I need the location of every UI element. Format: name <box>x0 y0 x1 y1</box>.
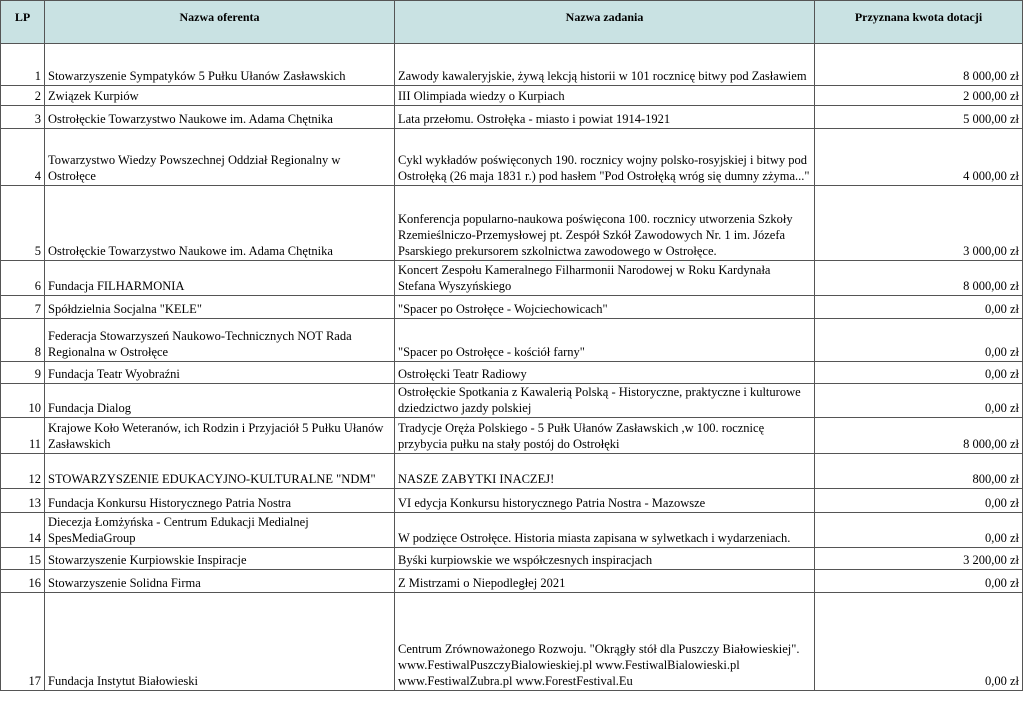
row-lp: 9 <box>1 362 45 384</box>
row-zadanie: "Spacer po Ostrołęce - kościół farny" <box>395 319 815 362</box>
table-row <box>1 384 1023 418</box>
row-lp: 2 <box>1 86 45 106</box>
row-zadanie: NASZE ZABYTKI INACZEJ! <box>395 454 815 489</box>
row-zadanie: Koncert Zespołu Kameralnego Filharmonii Narodowej w Roku Kardynała Stefana Wyszyńskiego <box>395 261 815 296</box>
row-kwota: 0,00 zł <box>815 593 1023 691</box>
row-lp: 13 <box>1 489 45 513</box>
table-row <box>1 186 1023 261</box>
row-kwota: 0,00 zł <box>815 362 1023 384</box>
row-zadanie: W podzięce Ostrołęce. Historia miasta zapisana w sylwetkach i wydarzeniach. <box>395 513 815 548</box>
table-row <box>1 129 1023 186</box>
row-zadanie: Konferencja popularno-naukowa poświęcona 100. rocznicy utworzenia Szkoły Rzemieślniczo-Przemysłowej pt. Zespół Szkół Zawodowych Nr. 1 im. Józefa Psarskiego prekursorem szkolnictwa zawodowego w Ostrołęce. <box>395 186 815 261</box>
table-row <box>1 362 1023 384</box>
row-zadanie: Byśki kurpiowskie we współczesnych inspiracjach <box>395 548 815 570</box>
row-oferent: Fundacja Dialog <box>45 384 395 418</box>
row-kwota: 3 000,00 zł <box>815 186 1023 261</box>
row-oferent: STOWARZYSZENIE EDUKACYJNO-KULTURALNE "NDM" <box>45 454 395 489</box>
header-lp: LP <box>1 1 45 44</box>
row-oferent: Spółdzielnia Socjalna "KELE" <box>45 296 395 319</box>
row-kwota: 0,00 zł <box>815 489 1023 513</box>
row-oferent: Diecezja Łomżyńska - Centrum Edukacji Medialnej SpesMediaGroup <box>45 513 395 548</box>
row-lp: 15 <box>1 548 45 570</box>
table-row <box>1 513 1023 548</box>
row-kwota: 0,00 zł <box>815 296 1023 319</box>
row-lp: 17 <box>1 593 45 691</box>
table-row <box>1 261 1023 296</box>
table-header <box>1 1 1023 44</box>
header-oferent: Nazwa oferenta <box>45 1 395 44</box>
row-lp: 7 <box>1 296 45 319</box>
row-zadanie: Zawody kawaleryjskie, żywą lekcją historii w 101 rocznicę bitwy pod Zasławiem <box>395 44 815 86</box>
row-lp: 11 <box>1 418 45 454</box>
row-zadanie: III Olimpiada wiedzy o Kurpiach <box>395 86 815 106</box>
row-oferent: Stowarzyszenie Solidna Firma <box>45 570 395 593</box>
row-kwota: 8 000,00 zł <box>815 261 1023 296</box>
row-kwota: 2 000,00 zł <box>815 86 1023 106</box>
row-oferent: Fundacja FILHARMONIA <box>45 261 395 296</box>
row-lp: 16 <box>1 570 45 593</box>
table-row <box>1 86 1023 106</box>
row-zadanie: Cykl wykładów poświęconych 190. rocznicy wojny polsko-rosyjskiej i bitwy pod Ostrołęką (26 maja 1831 r.) pod hasłem "Pod Ostrołęką wróg się dumny zżyma..." <box>395 129 815 186</box>
row-zadanie: Ostrołęckie Spotkania z Kawalerią Polską - Historyczne, praktyczne i kulturowe dziedzictwo jazdy polskiej <box>395 384 815 418</box>
row-zadanie: Tradycje Oręża Polskiego - 5 Pułk Ułanów Zasławskich ,w 100. rocznicę przybycia pułku na stały postój do Ostrołęki <box>395 418 815 454</box>
row-kwota: 0,00 zł <box>815 513 1023 548</box>
row-lp: 10 <box>1 384 45 418</box>
row-kwota: 8 000,00 zł <box>815 418 1023 454</box>
table-row <box>1 489 1023 513</box>
row-lp: 4 <box>1 129 45 186</box>
row-lp: 14 <box>1 513 45 548</box>
row-oferent: Stowarzyszenie Kurpiowskie Inspiracje <box>45 548 395 570</box>
row-lp: 8 <box>1 319 45 362</box>
row-oferent: Stowarzyszenie Sympatyków 5 Pułku Ułanów Zasławskich <box>45 44 395 86</box>
row-zadanie: Z Mistrzami o Niepodległej 2021 <box>395 570 815 593</box>
table-row <box>1 44 1023 86</box>
row-kwota: 8 000,00 zł <box>815 44 1023 86</box>
row-lp: 1 <box>1 44 45 86</box>
table-row <box>1 319 1023 362</box>
row-zadanie: Centrum Zrównoważonego Rozwoju. "Okrągły stół dla Puszczy Białowieskiej". www.FestiwalPuszczyBialowieskiej.pl www.FestiwalBialowieski.pl www.FestiwalZubra.pl www.ForestFestival.Eu <box>395 593 815 691</box>
table-row <box>1 454 1023 489</box>
row-zadanie: VI edycja Konkursu historycznego Patria Nostra - Mazowsze <box>395 489 815 513</box>
row-lp: 5 <box>1 186 45 261</box>
row-lp: 3 <box>1 106 45 129</box>
row-oferent: Ostrołęckie Towarzystwo Naukowe im. Adama Chętnika <box>45 106 395 129</box>
row-oferent: Fundacja Teatr Wyobraźni <box>45 362 395 384</box>
row-zadanie: Ostrołęcki Teatr Radiowy <box>395 362 815 384</box>
row-oferent: Fundacja Instytut Białowieski <box>45 593 395 691</box>
row-kwota: 800,00 zł <box>815 454 1023 489</box>
row-kwota: 3 200,00 zł <box>815 548 1023 570</box>
row-oferent: Związek Kurpiów <box>45 86 395 106</box>
row-oferent: Fundacja Konkursu Historycznego Patria Nostra <box>45 489 395 513</box>
row-oferent: Towarzystwo Wiedzy Powszechnej Oddział Regionalny w Ostrołęce <box>45 129 395 186</box>
table-row <box>1 106 1023 129</box>
table-row <box>1 296 1023 319</box>
header-row <box>1 1 1023 44</box>
row-kwota: 4 000,00 zł <box>815 129 1023 186</box>
row-kwota: 5 000,00 zł <box>815 106 1023 129</box>
header-zadanie: Nazwa zadania <box>395 1 815 44</box>
table-row <box>1 548 1023 570</box>
row-zadanie: "Spacer po Ostrołęce - Wojciechowicach" <box>395 296 815 319</box>
row-lp: 6 <box>1 261 45 296</box>
table-row <box>1 570 1023 593</box>
row-oferent: Ostrołęckie Towarzystwo Naukowe im. Adama Chętnika <box>45 186 395 261</box>
row-oferent: Federacja Stowarzyszeń Naukowo-Technicznych NOT Rada Regionalna w Ostrołęce <box>45 319 395 362</box>
row-kwota: 0,00 zł <box>815 384 1023 418</box>
row-kwota: 0,00 zł <box>815 570 1023 593</box>
header-kwota: Przyznana kwota dotacji <box>815 1 1023 44</box>
row-lp: 12 <box>1 454 45 489</box>
table-row <box>1 593 1023 691</box>
table-row <box>1 418 1023 454</box>
row-zadanie: Lata przełomu. Ostrołęka - miasto i powiat 1914-1921 <box>395 106 815 129</box>
table-body <box>1 44 1023 691</box>
row-kwota: 0,00 zł <box>815 319 1023 362</box>
row-oferent: Krajowe Koło Weteranów, ich Rodzin i Przyjaciół 5 Pułku Ułanów Zasławskich <box>45 418 395 454</box>
